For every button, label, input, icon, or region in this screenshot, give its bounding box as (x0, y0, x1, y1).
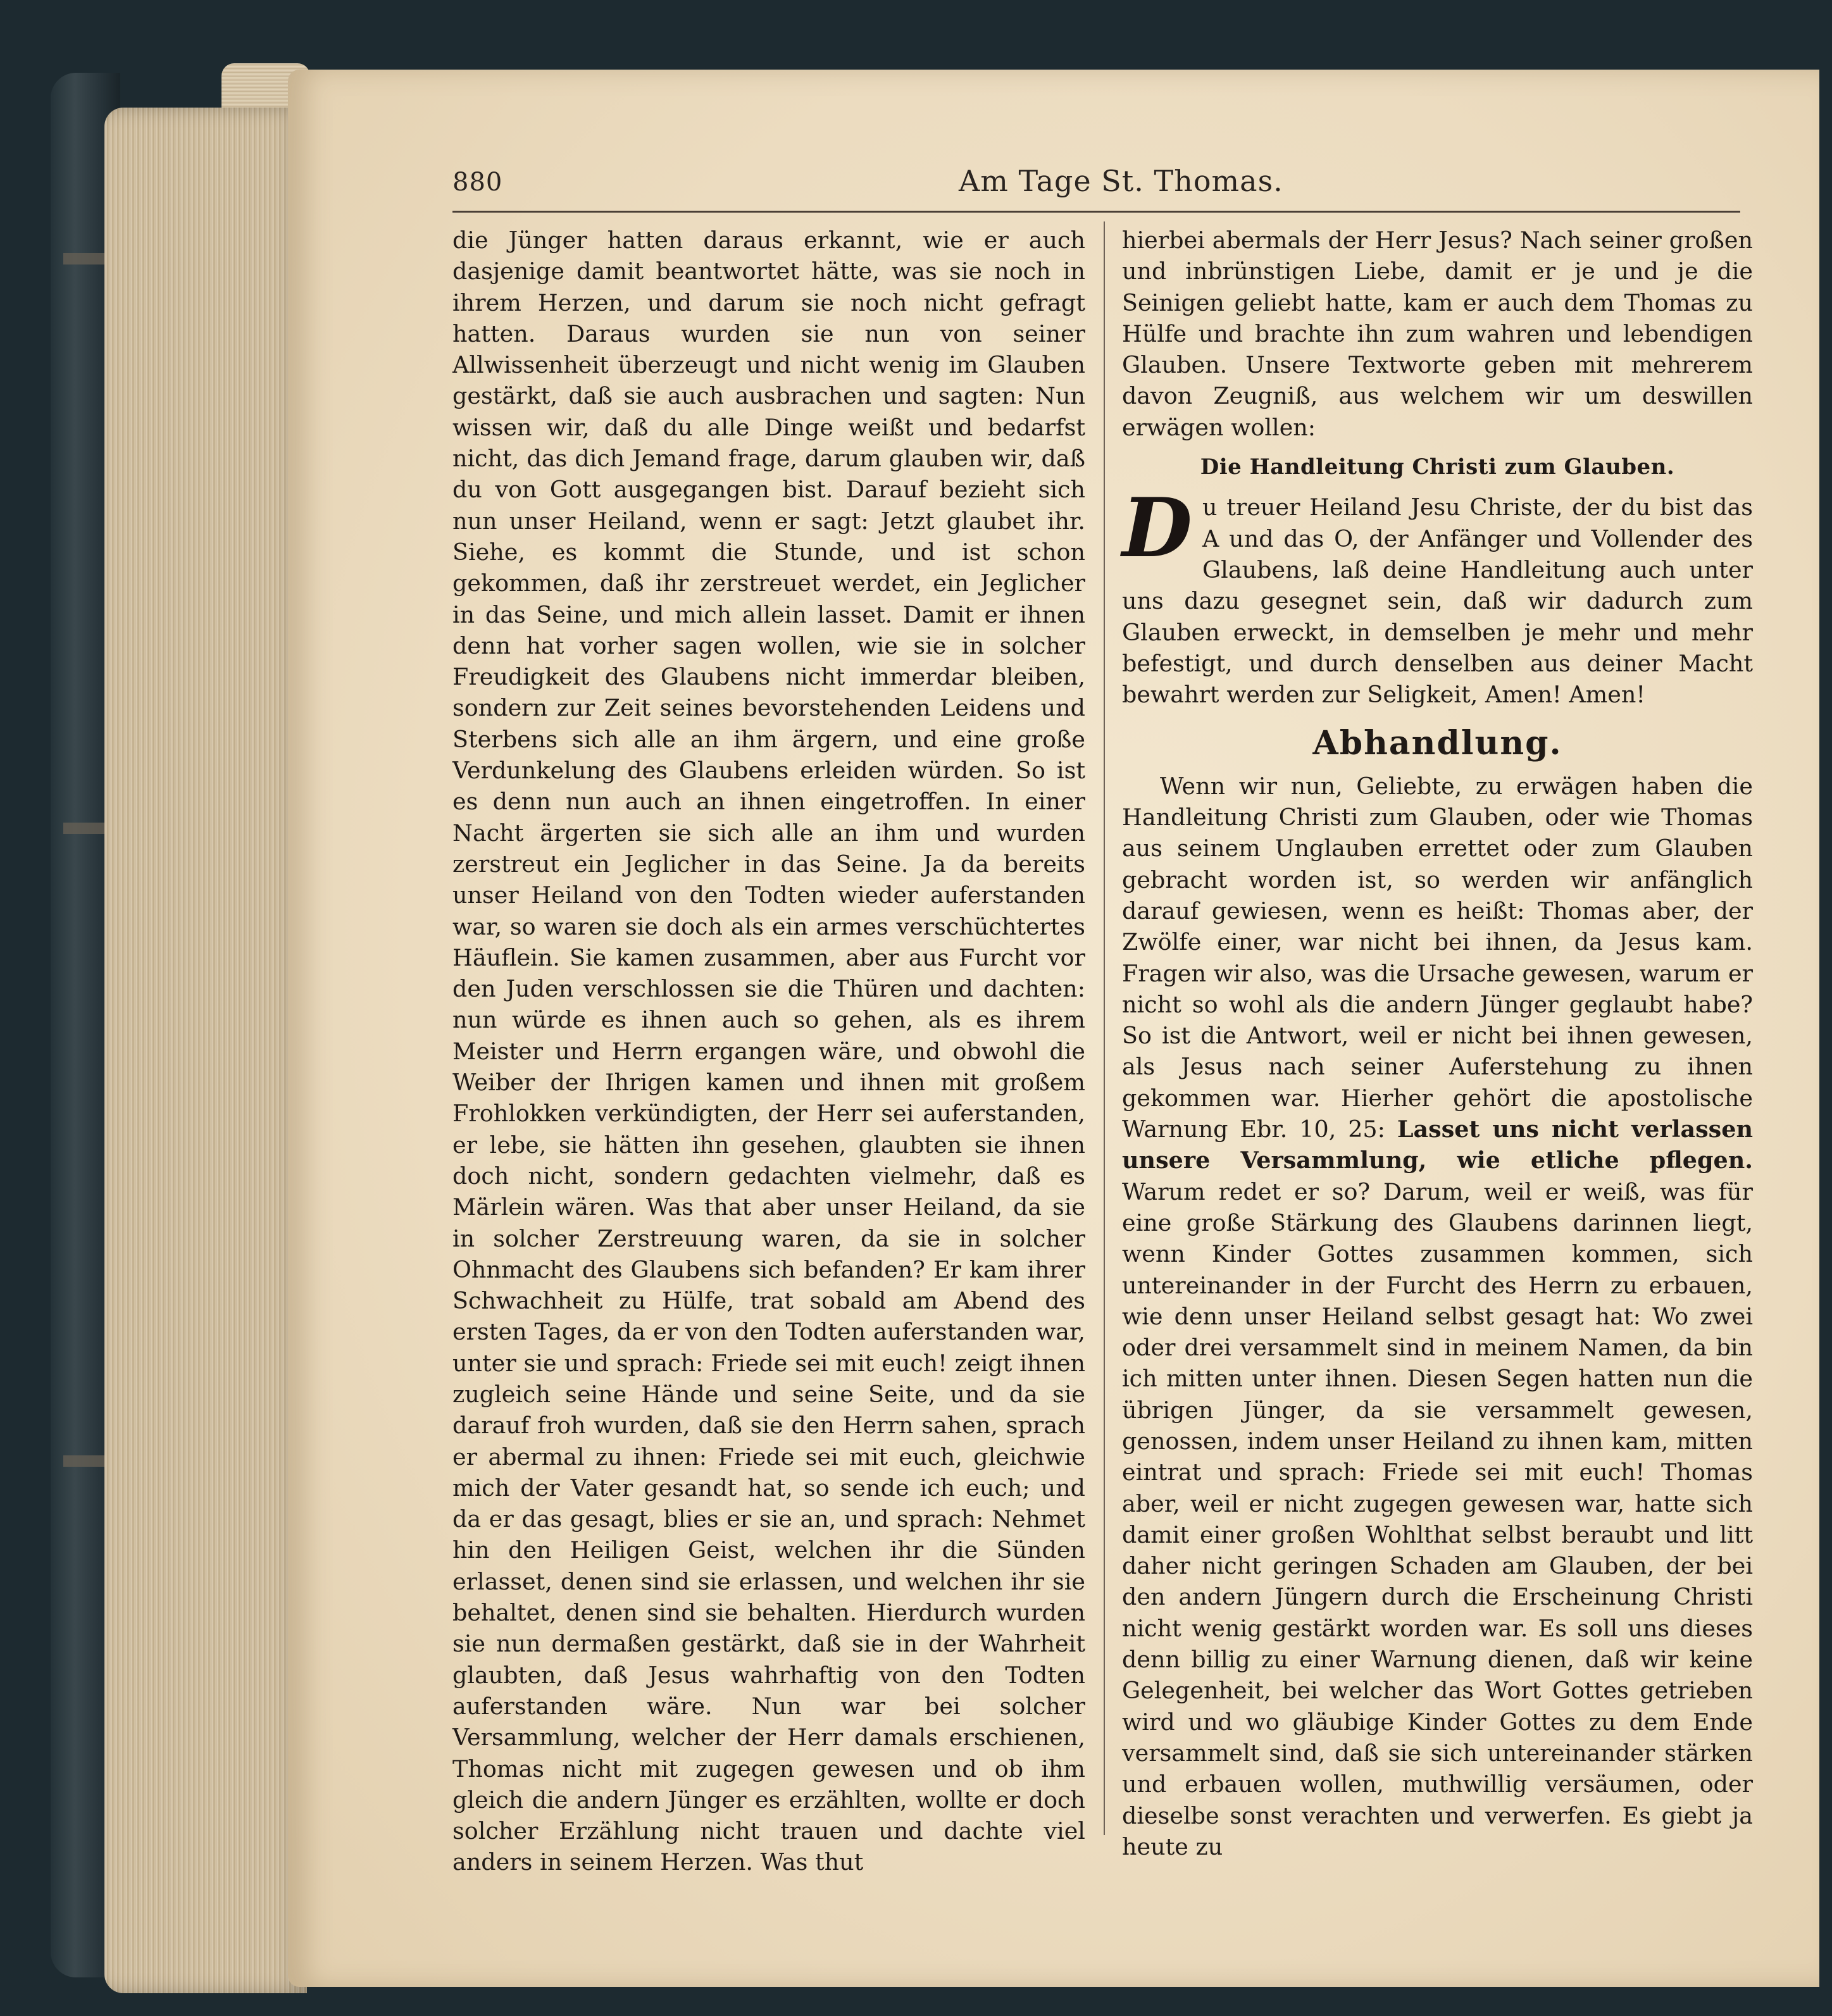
drop-cap: D (1122, 481, 1192, 576)
page-stack-edges (104, 108, 307, 1993)
left-column-text: die Jünger hatten daraus erkannt, wie er auch dasjenige damit beantwortet hätte, was sie noch in ihrem Herzen, und darum sie noch nicht gefragt hatten. Daraus wurden sie nun von seiner Allwissenheit überzeugt und nicht wenig im Glauben gestärkt, daß sie auch ausbrachen und sagten: Nun wissen wir, daß du alle Dinge weißt und bedarfst nicht, das dich Jemand frage, darum glauben wir, daß du von Gott ausgegangen bist. Darauf bezieht sich nun unser Heiland, wenn er sagt: Jetzt glaubet ihr. Siehe, es kommt die Stunde, und ist schon gekommen, daß ihr zerstreuet werdet, ein Jeglicher in das Seine, und mich allein lasset. Damit er ihnen denn hat vorher sagen wollen, wie sie in solcher Freudigkeit des Glaubens nicht immerdar bleiben, sondern zur Zeit seines bevorstehenden Leidens und Sterbens sich alle an ihm ärgern, und eine große Verdunkelung des Glaubens erleiden würden. So ist es denn nun auch an ihnen eingetroffen. In einer Nacht ärgerten sie sich alle an ihm und wurden zerstreut ein Jeglicher in das Seine. Ja da bereits unser Heiland von den Todten wieder auferstanden war, so waren sie doch als ein armes verschüchtertes Häuflein. Sie kamen zusammen, aber aus Furcht vor den Juden verschlossen sie die Thüren und dachten: nun würde es ihnen auch so gehen, als es ihrem Meister und Herrn ergangen wäre, und obwohl die Weiber der Ihrigen kamen und ihnen mit großem Frohlokken verkündigten, der Herr sei auferstanden, er lebe, sie hätten ihn gesehen, glaubten sie ihnen doch nicht, sondern gedachten vielmehr, daß es Märlein wären. Was that aber unser Heiland, da sie in solcher Zerstreuung waren, da sie in solcher Ohnmacht des Glaubens sich befanden? Er kam ihrer Schwachheit zu Hülfe, trat sobald am Abend des ersten Tages, da er von den Todten auferstanden war, unter sie und sprach: Friede sei mit euch! zeigt ihnen zugleich seine Hände und seine Seite, und da sie darauf froh wurden, daß sie den Herrn sahen, sprach er abermal zu ihnen: Friede sei mit euch, gleichwie mich der Vater gesandt hat, so sende ich euch; und da er das gesagt, blies er sie an, und sprach: Nehmet hin den Heiligen Geist, welchen ihr die Sünden erlasset, denen sind sie erlassen, und welchen ihr sie behaltet, denen sind sie behalten. Hierdurch wurden sie nun dermaßen gestärkt, daß sie in der Wahrheit glaubten, daß Jesus wahrhaftig von den Todten auferstanden wäre. Nun war bei solcher Versammlung, welcher der Herr damals erschienen, Thomas nicht mit zugegen gewesen und ob ihm gleich die andern Jünger es erzählten, wollte er doch solcher Erzählung nicht trauen und dachte viel anders in seinem Herzen. Was thut (452, 227, 1085, 1876)
prayer-text: u treuer Heiland Jesu Christe, der du bist das A und das O, der Anfänger und Vollender des Glaubens, laß deine Handleitung auch unter uns dazu gesegnet sein, daß wir dadurch zum Glauben erweckt, in demselben je mehr und mehr befestigt, und durch denselben aus deiner Macht bewahrt werden zur Seligkeit, Amen! Amen! (1122, 494, 1753, 709)
column-divider (1104, 221, 1105, 1835)
prayer-heading: Die Handleitung Christi zum Glauben. (1200, 454, 1675, 480)
treatise-text-after-quote: Warum redet er so? Darum, weil er weiß, was für eine große Stärkung des Glaubens darinnen liegt, wenn Kinder Gottes zusammen kommen, sich untereinander in der Furcht des Herrn zu erbauen, wie denn unser Heiland selbst gesagt hat: Wo zwei oder drei versammelt sind in meinem Namen, da bin ich mitten unter ihnen. Diesen Segen hatten nun die übrigen Jünger, da sie versammelt gewesen, genossen, indem unser Heiland zu ihnen kam, mitten eintrat und sprach: Friede sei mit euch! Thomas aber, weil er nicht zugegen gewesen war, hatte sich damit einer großen Wohlthat selbst beraubt und litt daher nicht geringen Schaden am Glauben, der bei den andern Jüngern durch die Erscheinung Christi nicht wenig gestärkt worden war. Es soll uns dieses denn billig zu einer Warnung dienen, daß wir keine Gelegenheit, bei welcher das Wort Gottes getrieben wird und wo gläubige Kinder Gottes zu dem Ende versammelt sind, daß sie sich untereinander stärken und erbauen wollen, muthwillig versäumen, oder dieselbe sonst verachten und verwerfen. Es giebt ja heute zu (1122, 1178, 1753, 1860)
prayer-paragraph (1122, 481, 1753, 710)
scripture-quote: Lasset uns nicht verlassen unsere Versammlung, wie etliche pflegen. (1122, 1116, 1753, 1174)
page-header (452, 161, 1734, 206)
right-column (1122, 225, 1753, 1862)
left-column (452, 225, 1085, 1878)
header-rule (452, 211, 1740, 213)
running-title: Am Tage St. Thomas. (959, 164, 1283, 198)
right-column-opening-text: hierbei abermals der Herr Jesus? Nach seiner großen und inbrünstigen Liebe, damit er je und je die Seinigen geliebt hatte, kam er auch dem Thomas zu Hülfe und brachte ihn zum wahren und lebendigen Glauben. Unsere Textworte geben mit mehrerem davon Zeugniß, aus welchem wir um deswillen erwägen wollen: (1122, 227, 1753, 441)
section-heading: Abhandlung. (1312, 724, 1562, 763)
page-number: 880 (452, 168, 503, 197)
treatise-paragraph (1122, 771, 1753, 1862)
treatise-text-before-quote: Wenn wir nun, Geliebte, zu erwägen haben die Handleitung Christi zum Glauben, oder wie Thomas aus seinem Unglauben errettet oder zum Glauben gebracht worden ist, so werden wir anfänglich darauf gewiesen, wenn es heißt: Thomas aber, der Zwölfe einer, war nicht bei ihnen, da Jesus kam. Fragen wir also, was die Ursache gewesen, warum er nicht so wohl als die andern Jünger geglaubt habe? So ist die Antwort, weil er nicht bei ihnen gewesen, als Jesus nach seiner Auferstehung zu ihnen gekommen war. Hierher gehört die apostolische Warnung Ebr. 10, 25: (1122, 772, 1753, 1143)
